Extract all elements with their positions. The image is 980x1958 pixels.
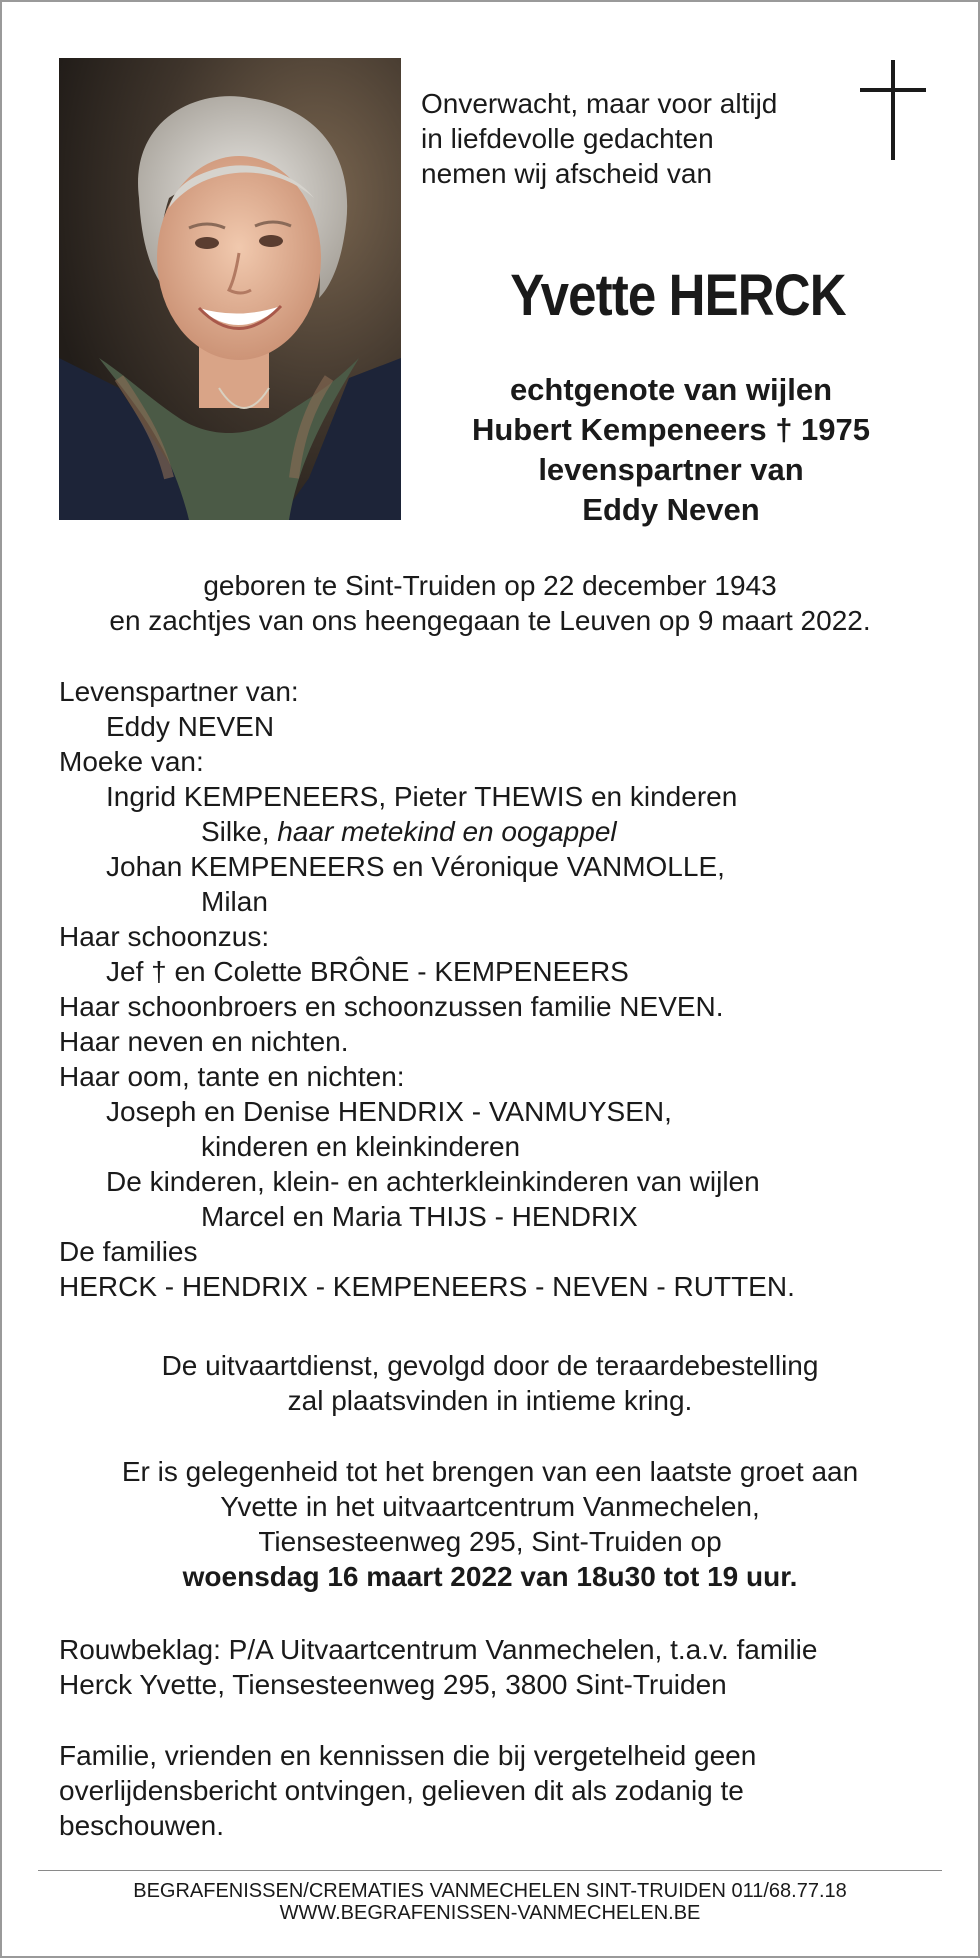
family-heading: Moeke van: [59, 746, 204, 777]
family-heading: Haar schoonbroers en schoonzussen familie NEVEN. [59, 991, 724, 1022]
family-member: Milan [201, 886, 268, 917]
family-member: Ingrid KEMPENEERS, Pieter THEWIS en kinderen [106, 781, 738, 812]
family-heading: Levenspartner van: [59, 676, 299, 707]
funeral-home-website: WWW.BEGRAFENISSEN-VANMECHELEN.BE [279, 1902, 701, 1924]
service-line: De uitvaartdienst, gevolgd door de teraardebestelling [161, 1350, 819, 1381]
family-member: Johan KEMPENEERS en Véronique VANMOLLE, [106, 851, 725, 882]
grandchild-note: haar metekind en oogappel [277, 816, 617, 847]
footer [0, 1880, 980, 1924]
family-member: Joseph en Denise HENDRIX - VANMUYSEN, [106, 1096, 672, 1127]
relation-line: Hubert Kempeneers † 1975 [471, 412, 871, 447]
life-dates [0, 568, 980, 638]
notice-text [59, 1738, 756, 1843]
family-member: Jef † en Colette BRÔNE - KEMPENEERS [106, 956, 629, 987]
funeral-home-contact: BEGRAFENISSEN/CREMATIES VANMECHELEN SINT-TRUIDEN 011/68.77.18 [133, 1880, 847, 1902]
relation-line: echtgenote van wijlen [509, 372, 833, 407]
birth-line: geboren te Sint-Truiden op 22 december 1943 [203, 570, 777, 601]
family-heading: Haar oom, tante en nichten: [59, 1061, 405, 1092]
family-member: Eddy NEVEN [106, 711, 275, 742]
notice-line: beschouwen. [59, 1810, 225, 1841]
family-list [59, 674, 795, 1304]
service-info [0, 1348, 980, 1418]
relations-block [400, 370, 942, 530]
family-member-line [59, 814, 795, 849]
visit-line: Yvette in het uitvaartcentrum Vanmechelen, [220, 1491, 760, 1522]
intro-line: nemen wij afscheid van [421, 158, 713, 189]
visit-datetime: woensdag 16 maart 2022 van 18u30 tot 19 uur. [182, 1561, 798, 1592]
service-line: zal plaatsvinden in intieme kring. [287, 1385, 693, 1416]
visitation-info [0, 1454, 980, 1594]
family-member: kinderen en kleinkinderen [201, 1131, 521, 1162]
notice-line: Familie, vrienden en kennissen die bij vergetelheid geen [59, 1740, 757, 1771]
intro-line: Onverwacht, maar voor altijd [421, 88, 778, 119]
intro-line: in liefdevolle gedachten [421, 123, 714, 154]
grandchild-name: Silke, [201, 816, 278, 847]
death-line: en zachtjes van ons heengegaan te Leuven op 9 maart 2022. [109, 605, 871, 636]
visit-line: Er is gelegenheid tot het brengen van een laatste groet aan [121, 1456, 859, 1487]
condolence-line: Herck Yvette, Tiensesteenweg 295, 3800 Sint-Truiden [59, 1669, 727, 1700]
condolence-line: Rouwbeklag: P/A Uitvaartcentrum Vanmechelen, t.a.v. familie [59, 1634, 818, 1665]
visit-line: Tiensesteenweg 295, Sint-Truiden op [258, 1526, 722, 1557]
portrait-photo [59, 58, 401, 520]
footer-divider [38, 1870, 942, 1871]
family-heading: Haar neven en nichten. [59, 1026, 349, 1057]
deceased-name: Yvette HERCK [510, 263, 846, 328]
relation-line: levenspartner van [538, 452, 804, 487]
family-names: HERCK - HENDRIX - KEMPENEERS - NEVEN - RUTTEN. [59, 1271, 795, 1302]
family-heading: Haar schoonzus: [59, 921, 270, 952]
intro-text [421, 86, 777, 191]
condolence-address [59, 1632, 817, 1702]
notice-line: overlijdensbericht ontvingen, gelieven dit als zodanig te [59, 1775, 744, 1806]
family-member: Marcel en Maria THIJS - HENDRIX [201, 1201, 638, 1232]
family-heading: De families [59, 1236, 198, 1267]
family-member: De kinderen, klein- en achterkleinkinderen van wijlen [106, 1166, 760, 1197]
relation-line: Eddy Neven [582, 492, 760, 527]
latin-cross-icon [860, 60, 926, 160]
